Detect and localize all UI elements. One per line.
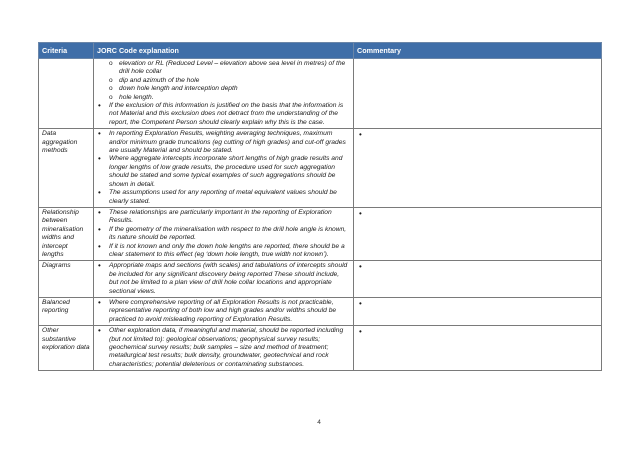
criteria-cell: Relationship between mineralisation widths and intercept lengths xyxy=(39,207,94,260)
commentary-cell xyxy=(354,326,602,371)
explanation-cell xyxy=(94,59,354,129)
criteria-cell xyxy=(39,59,94,129)
list-item: • If it is not known and only the down hole lengths are reported, there should be a clear statement to this effect (eg ‘down hole length, true width not known’). xyxy=(97,243,350,260)
table-row xyxy=(39,207,602,260)
list-item: o elevation or RL (Reduced Level – elevation above sea level in metres) of the drill hole collar xyxy=(97,60,350,77)
page-number: 4 xyxy=(317,419,321,426)
list-item: • Where aggregate intercepts incorporate short lengths of high grade results and longer lengths of low grade results, the procedure used for such aggregation should be stated and some typical examples of such aggregations should be shown in detail. xyxy=(97,155,350,189)
table-header-row xyxy=(39,43,602,59)
commentary-cell xyxy=(354,297,602,325)
document-page xyxy=(38,42,601,371)
header-criteria: Criteria xyxy=(39,43,94,59)
criteria-cell: Diagrams xyxy=(39,261,94,298)
table-row xyxy=(39,129,602,208)
commentary-cell xyxy=(354,59,602,129)
list-item: • Where comprehensive reporting of all Exploration Results is not practicable, representative reporting of both low and high grades and/or widths should be practiced to avoid misleading reporting of Exploration Results. xyxy=(97,299,350,324)
list-item: • In reporting Exploration Results, weighting averaging techniques, maximum and/or minimum grade truncations (eg cutting of high grades) and cut-off grades are usually Material and should be stated. xyxy=(97,130,350,155)
explanation-cell xyxy=(94,297,354,325)
explanation-cell xyxy=(94,129,354,208)
explanation-cell xyxy=(94,207,354,260)
list-item: • Appropriate maps and sections (with scales) and tabulations of intercepts should be included for any significant discovery being reported These should include, but not be limited to a plan view of drill hole collar locations and appropriate sectional views. xyxy=(97,262,350,296)
bullet-icon: • xyxy=(359,298,362,308)
jorc-table xyxy=(38,42,602,371)
list-item: • If the exclusion of this information is justified on the basis that the information is not Material and this exclusion does not detract from the understanding of the report, the Competent Person should clearly explain why this is the case. xyxy=(97,102,350,127)
list-item: • These relationships are particularly important in the reporting of Exploration Results. xyxy=(97,209,350,226)
commentary-cell xyxy=(354,129,602,208)
bullet-icon: • xyxy=(359,327,362,337)
list-item: • If the geometry of the mineralisation with respect to the drill hole angle is known, its nature should be reported. xyxy=(97,226,350,243)
criteria-cell: Balanced reporting xyxy=(39,297,94,325)
list-item: o hole length. xyxy=(97,94,350,102)
table-row xyxy=(39,59,602,129)
header-commentary: Commentary xyxy=(354,43,602,59)
list-item: • Other exploration data, if meaningful and material, should be reported including (but not limited to): geological observations; geophysical survey results; geochemical survey results; bulk samples – size and method of treatment; metallurgical test results; bulk density, groundwater, geotechnical and rock characteristics; potential deleterious or contaminating substances. xyxy=(97,327,350,369)
bullet-icon: • xyxy=(359,262,362,272)
header-explanation: JORC Code explanation xyxy=(94,43,354,59)
criteria-cell: Other substantive exploration data xyxy=(39,326,94,371)
commentary-cell xyxy=(354,261,602,298)
list-item: • The assumptions used for any reporting of metal equivalent values should be clearly stated. xyxy=(97,189,350,206)
bullet-icon: • xyxy=(359,208,362,218)
table-row xyxy=(39,297,602,325)
explanation-cell xyxy=(94,326,354,371)
table-row xyxy=(39,261,602,298)
table-row xyxy=(39,326,602,371)
bullet-icon: • xyxy=(359,130,362,140)
commentary-cell xyxy=(354,207,602,260)
list-item: o down hole length and interception depth xyxy=(97,85,350,93)
criteria-cell: Data aggregation methods xyxy=(39,129,94,208)
explanation-cell xyxy=(94,261,354,298)
list-item: o dip and azimuth of the hole xyxy=(97,77,350,85)
